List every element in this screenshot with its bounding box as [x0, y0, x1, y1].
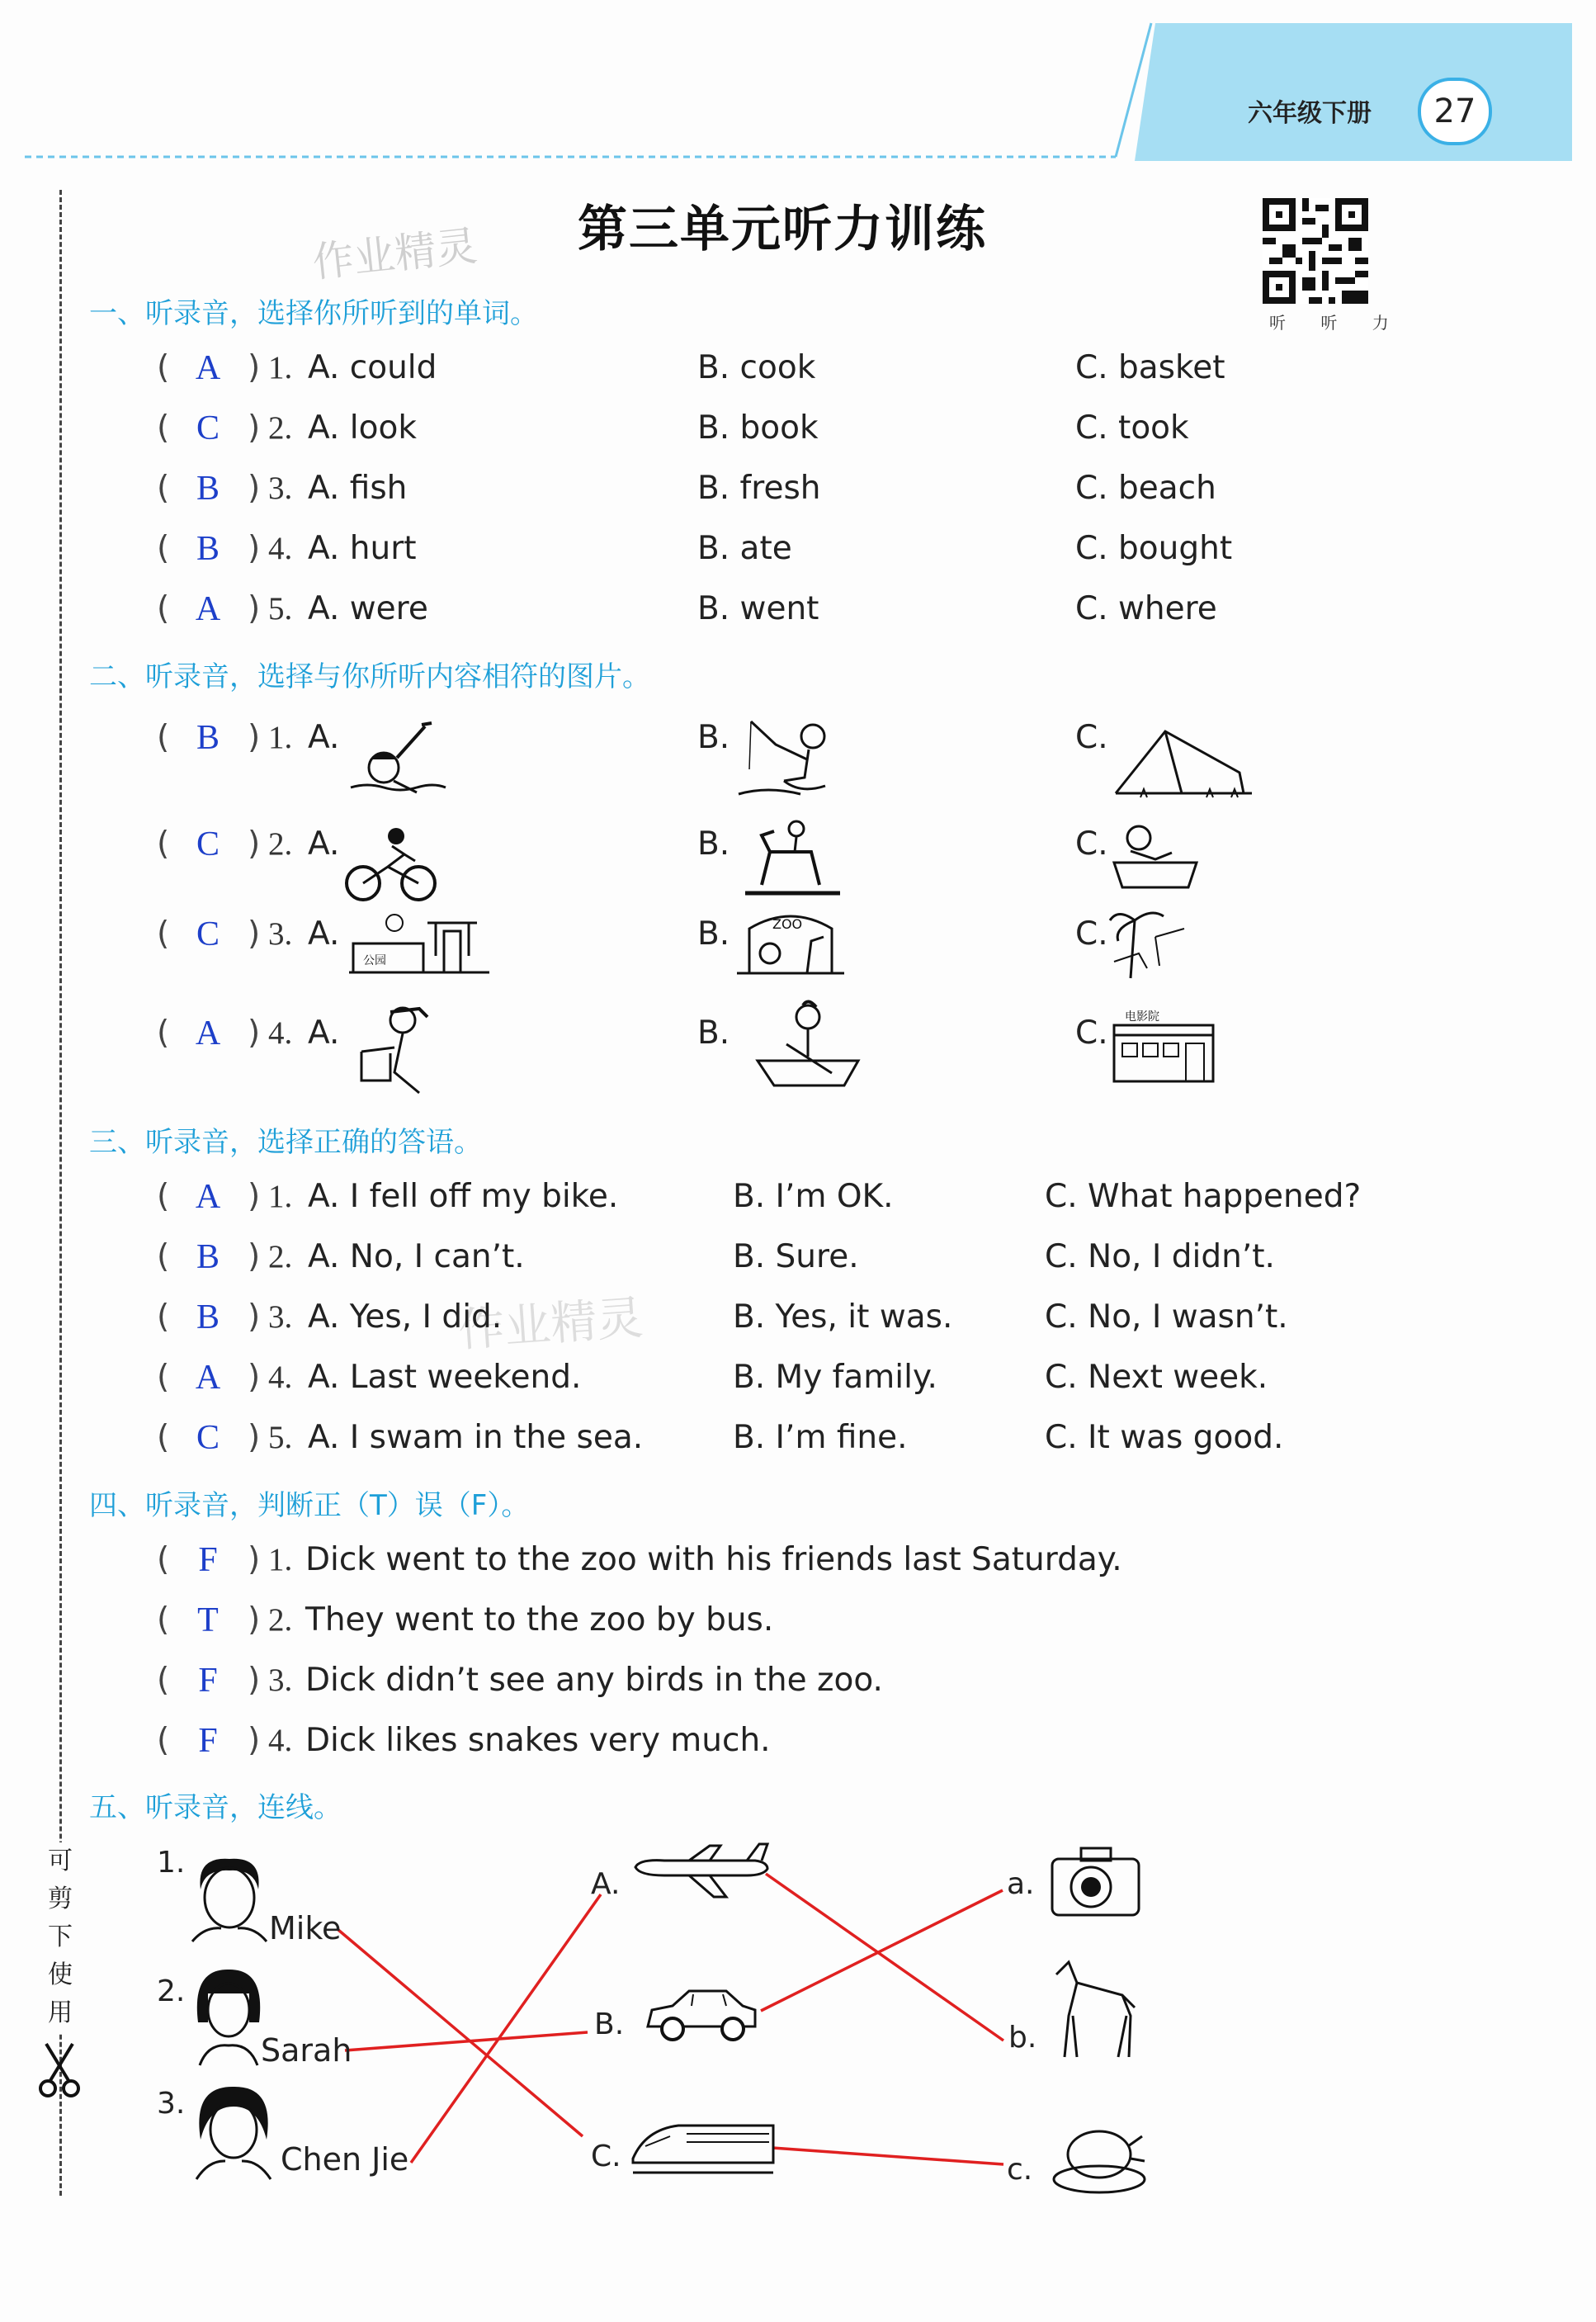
vehicle-label: A. [591, 1867, 621, 1901]
svg-text:公园: 公园 [363, 954, 386, 967]
car-picture [644, 1981, 759, 2047]
section-4-heading: 四、听录音，判断正（T）误（F）。 [89, 1489, 530, 1522]
side-note: 可 剪 下 使 用 [46, 1842, 74, 2032]
line-car-to-camera [761, 1890, 1003, 2011]
watermark: 作业精灵 [309, 221, 479, 287]
list-item: ( C ) 2. A. look B. book C. took [157, 409, 1189, 447]
vehicle-label: B. [594, 2008, 625, 2041]
train-picture [629, 2113, 777, 2179]
list-item: ( B ) 4. A. hurt B. ate C. bought [157, 530, 1233, 568]
watermark: 作业精灵 [456, 1291, 645, 1358]
list-item: ( A ) 4. A. B. C. [157, 1014, 1108, 1052]
grade-label: 六年级下册 [1248, 99, 1372, 128]
list-item: ( F ) 1. Dick went to the zoo with his friends last Saturday. [157, 1541, 1122, 1579]
person-name: Sarah [261, 2032, 352, 2069]
horse-picture [1048, 1958, 1143, 2061]
list-item: ( A ) 5. A. were B. went C. where [157, 590, 1217, 628]
object-label: c. [1007, 2153, 1033, 2187]
person-name: Mike [269, 1910, 342, 1946]
line-sarah-to-car [345, 2032, 588, 2050]
roast-chicken-picture [1050, 2113, 1149, 2196]
svg-text:电影院: 电影院 [1125, 1010, 1159, 1024]
list-item: ( F ) 4. Dick likes snakes very much. [157, 1722, 771, 1760]
list-item: ( C ) 3. A. B. C. [157, 915, 1108, 953]
chen-jie-avatar [188, 2082, 279, 2181]
list-item: ( C ) 2. A. B. C. [157, 825, 1108, 863]
list-item: ( B ) 2. A. No, I can’t. B. Sure. C. No, I didn’t. [157, 1238, 1275, 1276]
object-label: a. [1007, 1867, 1035, 1901]
mike-avatar [188, 1852, 271, 1943]
section-1-heading: 一、听录音，选择你所听到的单词。 [89, 297, 538, 330]
svg-text:ZOO: ZOO [772, 916, 803, 932]
list-item: ( A ) 1. A. could B. cook C. basket [157, 349, 1225, 387]
qr-caption: 听 听 力 [1269, 313, 1404, 333]
list-item: ( F ) 3. Dick didn’t see any birds in the zoo. [157, 1662, 883, 1700]
person-number: 3. [157, 2087, 186, 2121]
sarah-avatar [191, 1965, 266, 2068]
page-title: 第三单元听力训练 [578, 201, 987, 258]
line-plane-to-horse [766, 1874, 1003, 2041]
list-item: ( B ) 3. A. Yes, I did. B. Yes, it was. C. No, I wasn’t. [157, 1298, 1288, 1336]
line-chenjie-to-plane [411, 1894, 601, 2163]
person-name: Chen Jie [281, 2141, 409, 2178]
list-item: ( T ) 2. They went to the zoo by bus. [157, 1601, 774, 1639]
section-3-heading: 三、听录音，选择正确的答语。 [89, 1126, 482, 1159]
page-number: 27 [1418, 78, 1492, 145]
camera-picture [1048, 1844, 1143, 1918]
person-number: 2. [157, 1974, 186, 2008]
list-item: ( C ) 5. A. I swam in the sea. B. I’m fine. C. It was good. [157, 1419, 1284, 1457]
section-5-heading: 五、听录音，连线。 [89, 1791, 342, 1824]
object-label: b. [1008, 2021, 1037, 2055]
vehicle-label: C. [591, 2140, 621, 2173]
person-number: 1. [157, 1846, 186, 1880]
airplane-picture [631, 1842, 772, 1900]
list-item: ( B ) 1. A. B. C. [157, 719, 1108, 757]
list-item: ( B ) 3. A. fish B. fresh C. beach [157, 470, 1216, 508]
list-item: ( A ) 1. A. I fell off my bike. B. I’m OK. C. What happened? [157, 1178, 1362, 1216]
list-item: ( A ) 4. A. Last weekend. B. My family. C. Next week. [157, 1359, 1268, 1397]
line-train-to-chicken [772, 2148, 1003, 2164]
line-mike-to-train [338, 1930, 583, 2136]
section-2-heading: 二、听录音，选择与你所听内容相符的图片。 [89, 660, 650, 693]
